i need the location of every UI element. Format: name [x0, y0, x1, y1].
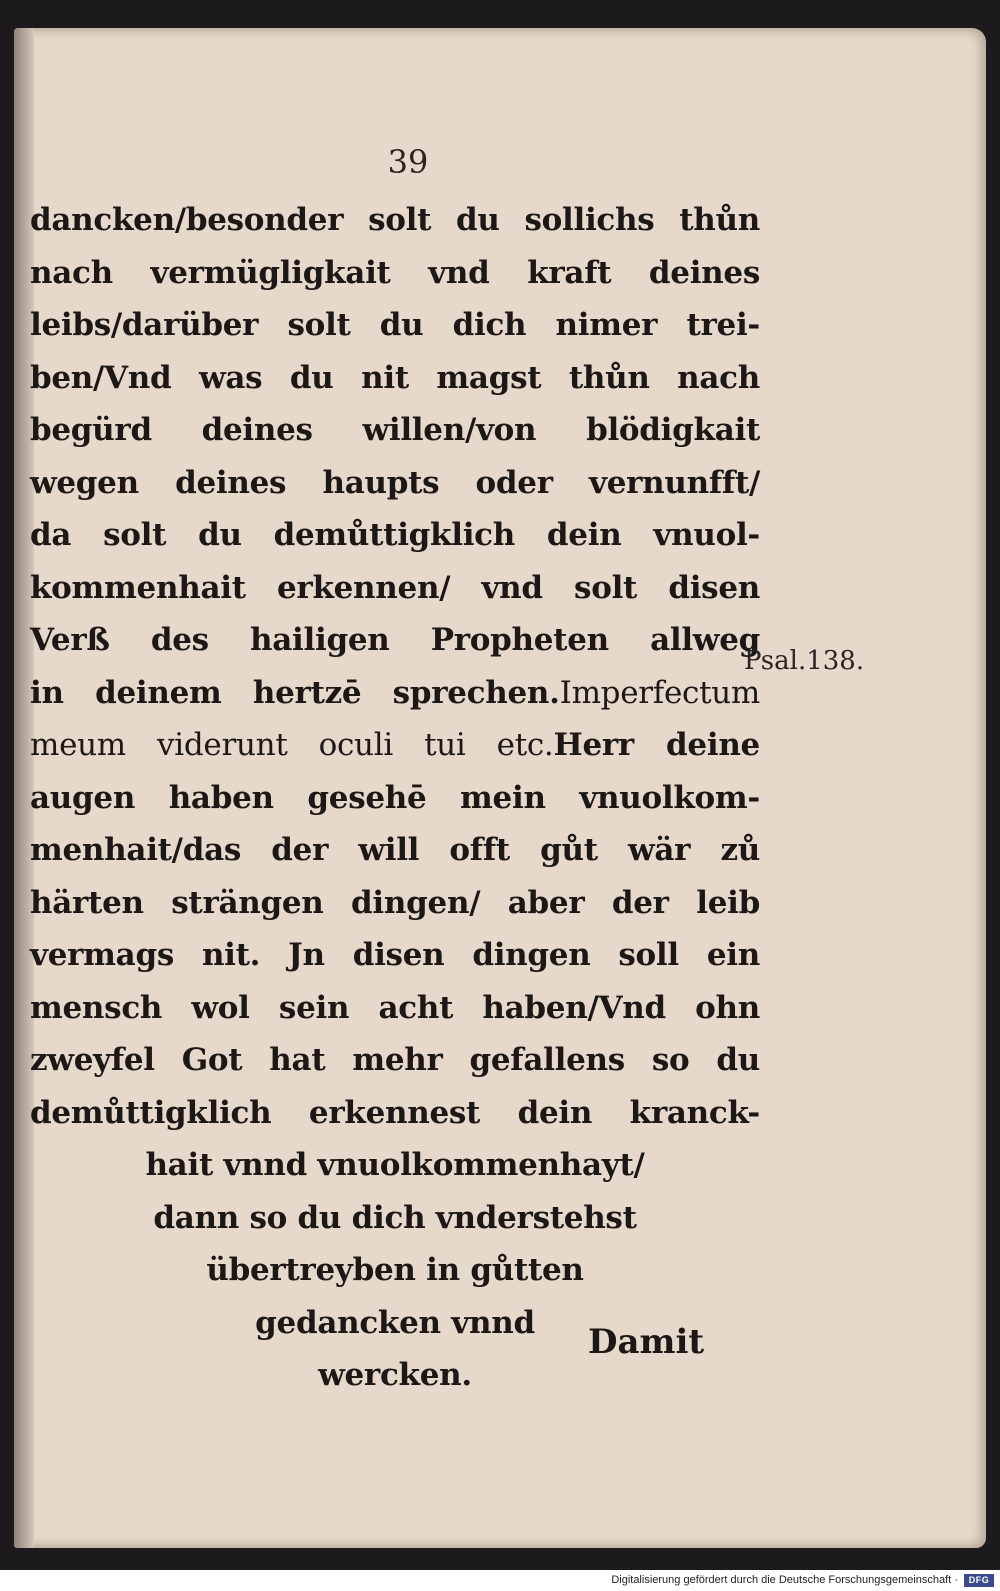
text-line: menhait/das der will offt gůt wär zů [30, 832, 760, 868]
text-line: zweyfel Got hat mehr gefallens so du [30, 1042, 760, 1078]
footer-credit: Digitalisierung gefördert durch die Deutsche Forschungsgemeinschaft · [611, 1574, 958, 1586]
text-line: dancken/besonder solt du sollichs thůn [30, 202, 760, 238]
catchword: Damit [588, 1322, 705, 1362]
body-text [30, 194, 760, 1402]
latin-segment: Imperfectum [559, 674, 760, 711]
tail-line: übertreyben in gůtten [206, 1252, 584, 1288]
text-line: kommenhait erkennen/ vnd solt disen [30, 569, 760, 606]
text-line: demůttigklich erkennest dein kranck- [30, 1094, 760, 1131]
text-line: Verß des hailigen Propheten allweg [30, 622, 760, 658]
text-line: mensch wol sein acht haben/Vnd ohn [30, 989, 760, 1026]
tail-line: dann so du dich vnderstehst [153, 1199, 637, 1236]
tail-line: hait vnnd vnuolkommenhayt/ [145, 1147, 645, 1183]
fraktur-segment: Herr deine [553, 727, 760, 763]
text-line: härten strängen dingen/ aber der leib [30, 884, 760, 921]
page-number: 39 [387, 143, 429, 181]
text-line-mixed [30, 719, 760, 772]
text-line: ben/Vnd was du nit magst thůn nach [30, 359, 760, 396]
text-line: vermags nit. Jn disen dingen soll ein [30, 937, 760, 973]
dfg-logo-icon: DFG [964, 1574, 994, 1587]
text-line: wegen deines haupts oder vernunfft/ [30, 464, 760, 501]
latin-segment: meum viderunt oculi tui etc. [30, 727, 554, 763]
text-line: nach vermügligkait vnd kraft deines [30, 254, 760, 291]
text-line: da solt du demůttigklich dein vnuol- [30, 517, 760, 553]
text-line: leibs/darüber solt du dich nimer trei- [30, 307, 760, 343]
fraktur-segment: in deinem hertzē sprechen. [30, 674, 560, 711]
tail-line: gedancken vnnd [255, 1304, 535, 1341]
marginal-note: Psal.138. [744, 646, 865, 676]
tail-line: wercken. [318, 1357, 472, 1393]
text-line: augen haben gesehē mein vnuolkom- [30, 779, 760, 816]
text-line: begürd deines willen/von blödigkait [30, 412, 760, 448]
text-line-mixed [30, 667, 760, 720]
